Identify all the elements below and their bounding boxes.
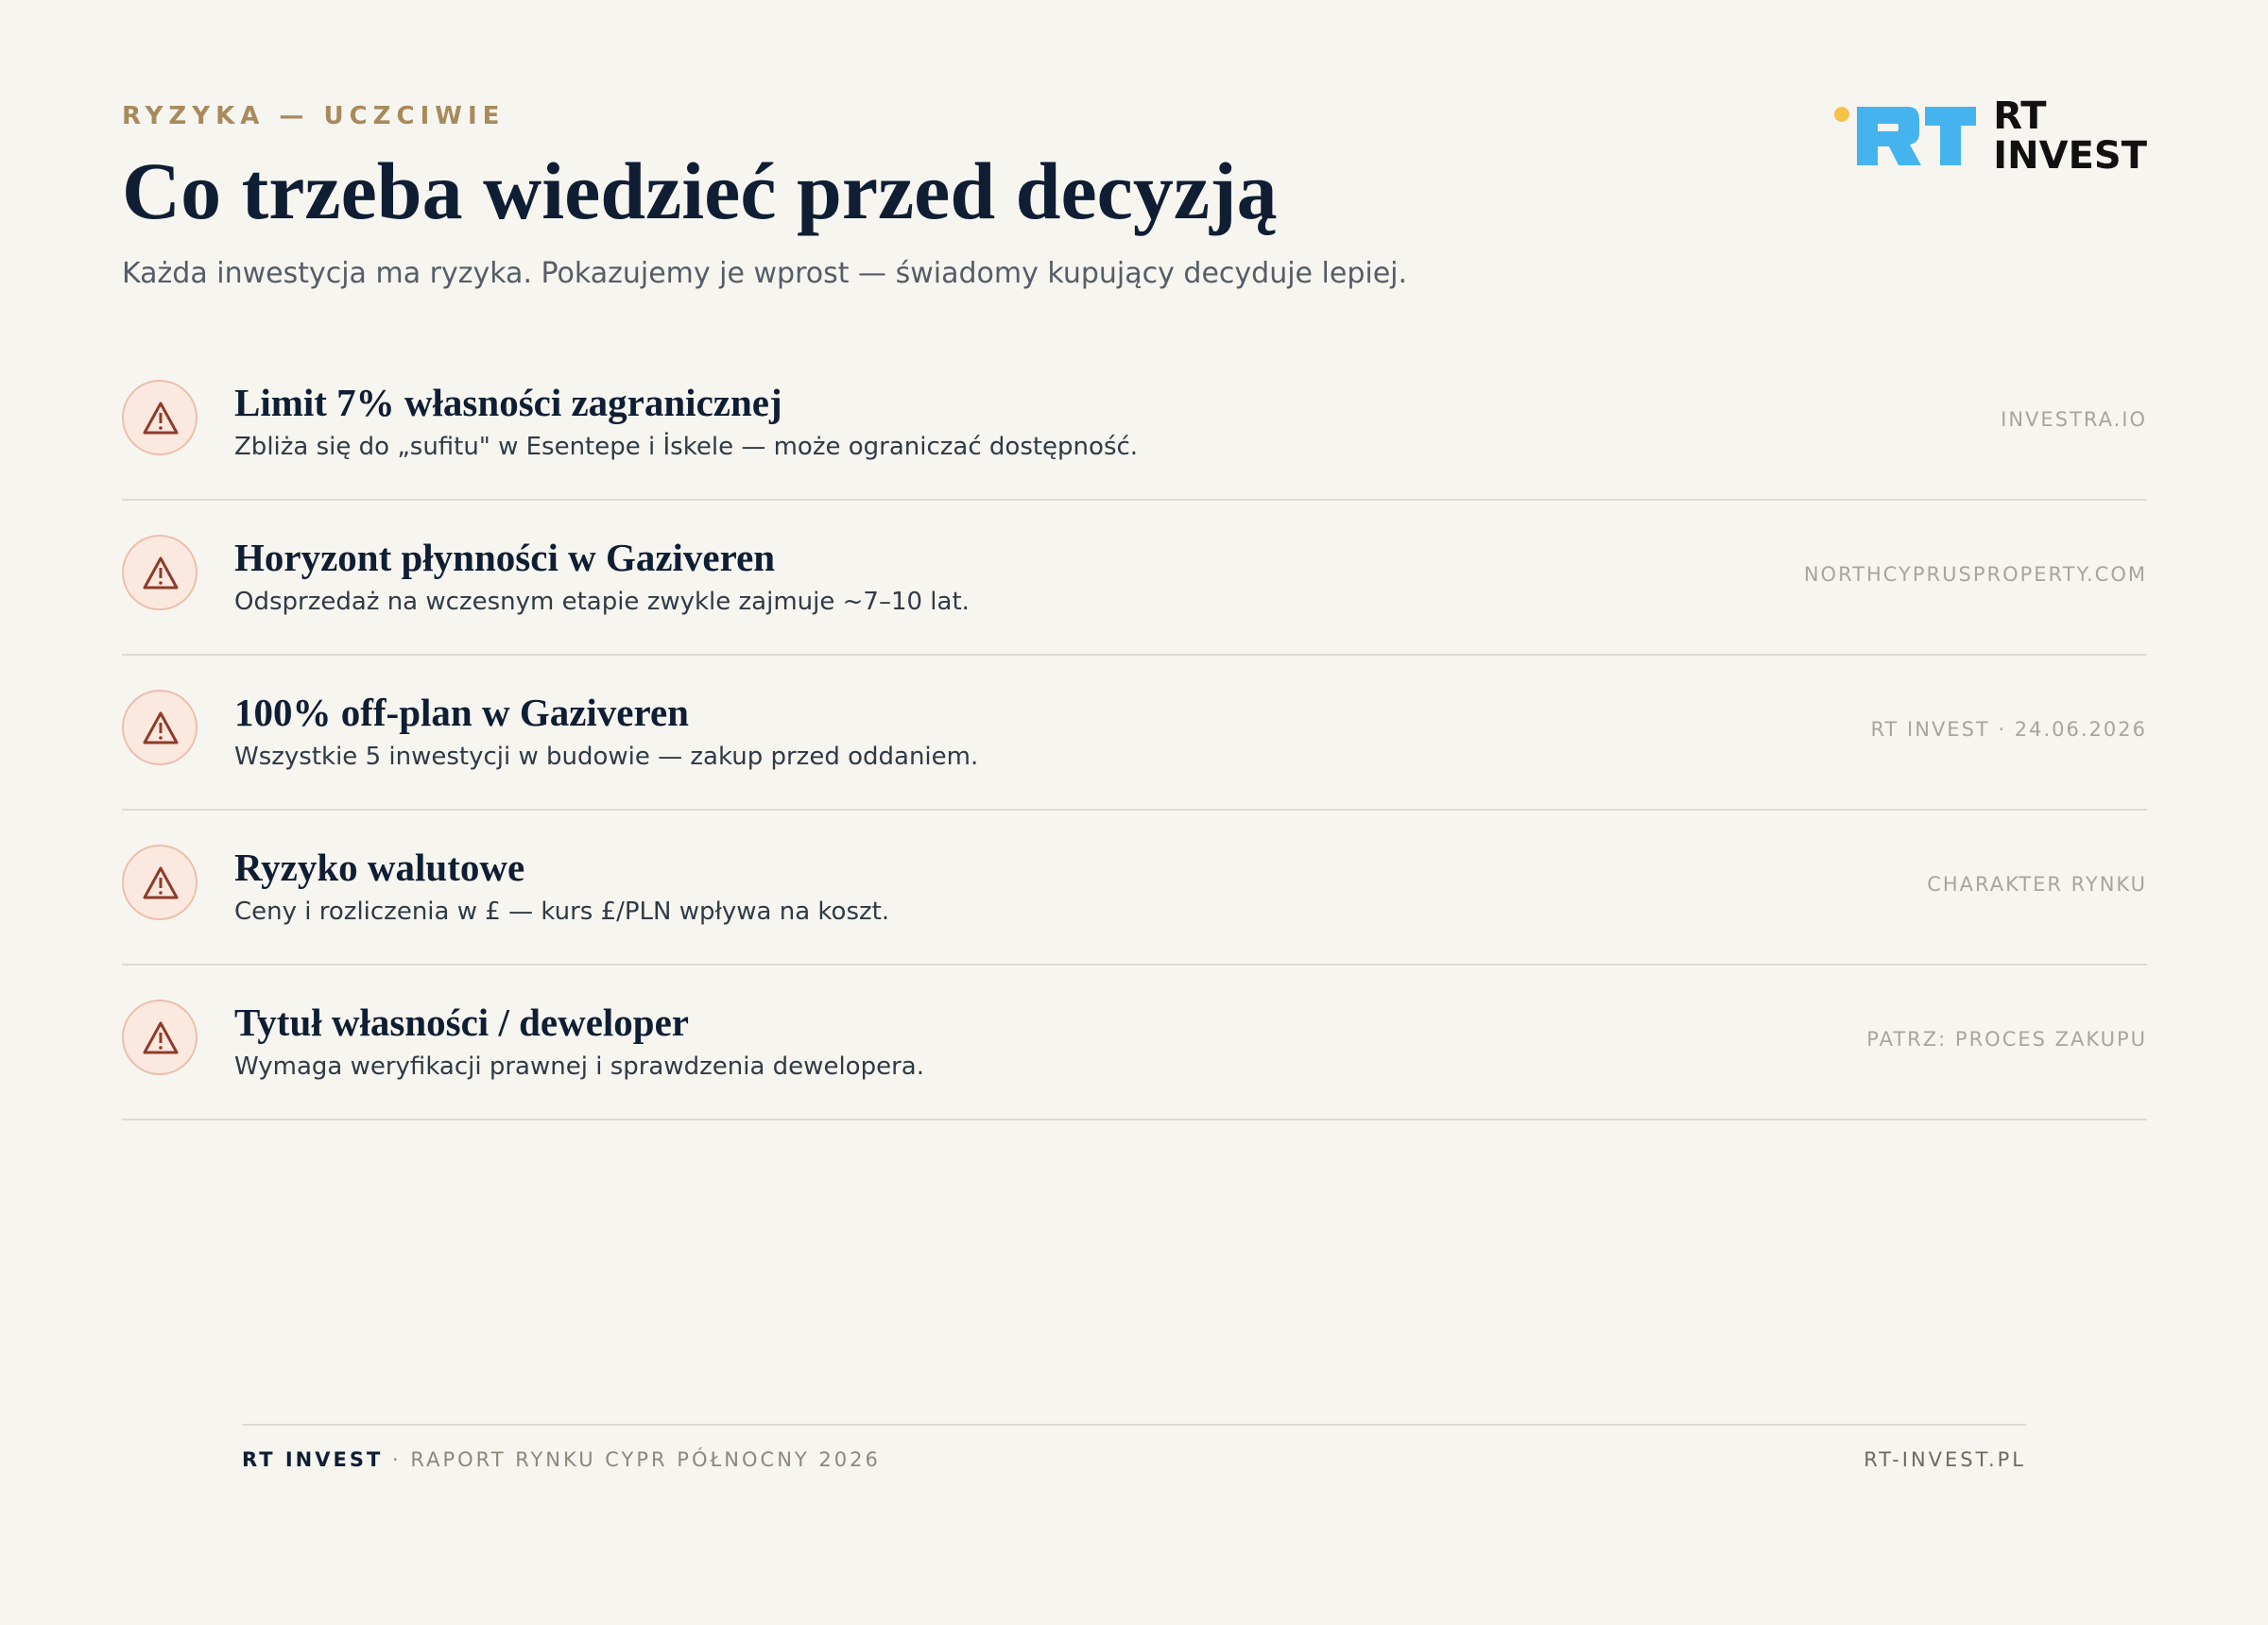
logo-line-2: INVEST (1993, 134, 2147, 178)
risk-title: Tytuł własności / deweloper (234, 1001, 689, 1044)
footer-divider (242, 1424, 2026, 1426)
risk-source: CHARAKTER RYNKU (1927, 873, 2147, 896)
page (122, 0, 2147, 1625)
risk-description: Zbliża się do „sufitu" w Esentepe i İskele — może ograniczać dostępność. (234, 433, 1139, 461)
risk-item (122, 656, 2147, 811)
rt-invest-logo (1834, 94, 2147, 178)
risk-list (122, 346, 2147, 1120)
risk-description: Odsprzedaż na wczesnym etapie zwykle zajmuje ~7–10 lat. (234, 588, 970, 616)
risk-title: Horyzont płynności w Gaziveren (234, 536, 776, 579)
logo-wordmark (1993, 96, 2147, 176)
risk-title: 100% off-plan w Gaziveren (234, 691, 689, 734)
footer-brand: RT INVEST (242, 1448, 384, 1471)
risk-source: RT INVEST · 24.06.2026 (1870, 718, 2147, 741)
page-title: Co trzeba wiedzieć przed decyzją (122, 145, 1278, 236)
page-subtitle: Każda inwestycja ma ryzyka. Pokazujemy je wprost — świadomy kupujący decyduje lepiej. (122, 257, 1408, 290)
risk-source: INVESTRA.IO (2001, 408, 2147, 431)
warning-icon (122, 1000, 198, 1075)
rt-invest-logo-mark (1834, 103, 1976, 169)
warning-icon (122, 380, 198, 455)
risk-item (122, 501, 2147, 656)
risk-item (122, 811, 2147, 966)
warning-icon (122, 690, 198, 765)
risk-title: Ryzyko walutowe (234, 846, 525, 889)
risk-source: NORTHCYPRUSPROPERTY.COM (1803, 563, 2147, 586)
warning-icon (122, 535, 198, 610)
warning-icon (122, 845, 198, 920)
section-eyebrow: RYZYKA — UCZCIWIE (122, 102, 506, 130)
risk-item (122, 966, 2147, 1120)
risk-description: Ceny i rozliczenia w £ — kurs £/PLN wpływa na koszt. (234, 898, 890, 926)
footer-report-title: · RAPORT RYNKU CYPR PÓŁNOCNY 2026 (383, 1448, 881, 1471)
risk-description: Wymaga weryfikacji prawnej i sprawdzenia dewelopera. (234, 1052, 924, 1081)
footer-report (242, 1448, 881, 1471)
logo-line-1: RT (1993, 94, 2047, 138)
footer-website: RT-INVEST.PL (1864, 1448, 2026, 1471)
risk-item (122, 346, 2147, 501)
risk-title: Limit 7% własności zagranicznej (234, 381, 782, 424)
risk-description: Wszystkie 5 inwestycji w budowie — zakup przed oddaniem. (234, 743, 979, 771)
risk-source: PATRZ: PROCES ZAKUPU (1866, 1028, 2147, 1051)
